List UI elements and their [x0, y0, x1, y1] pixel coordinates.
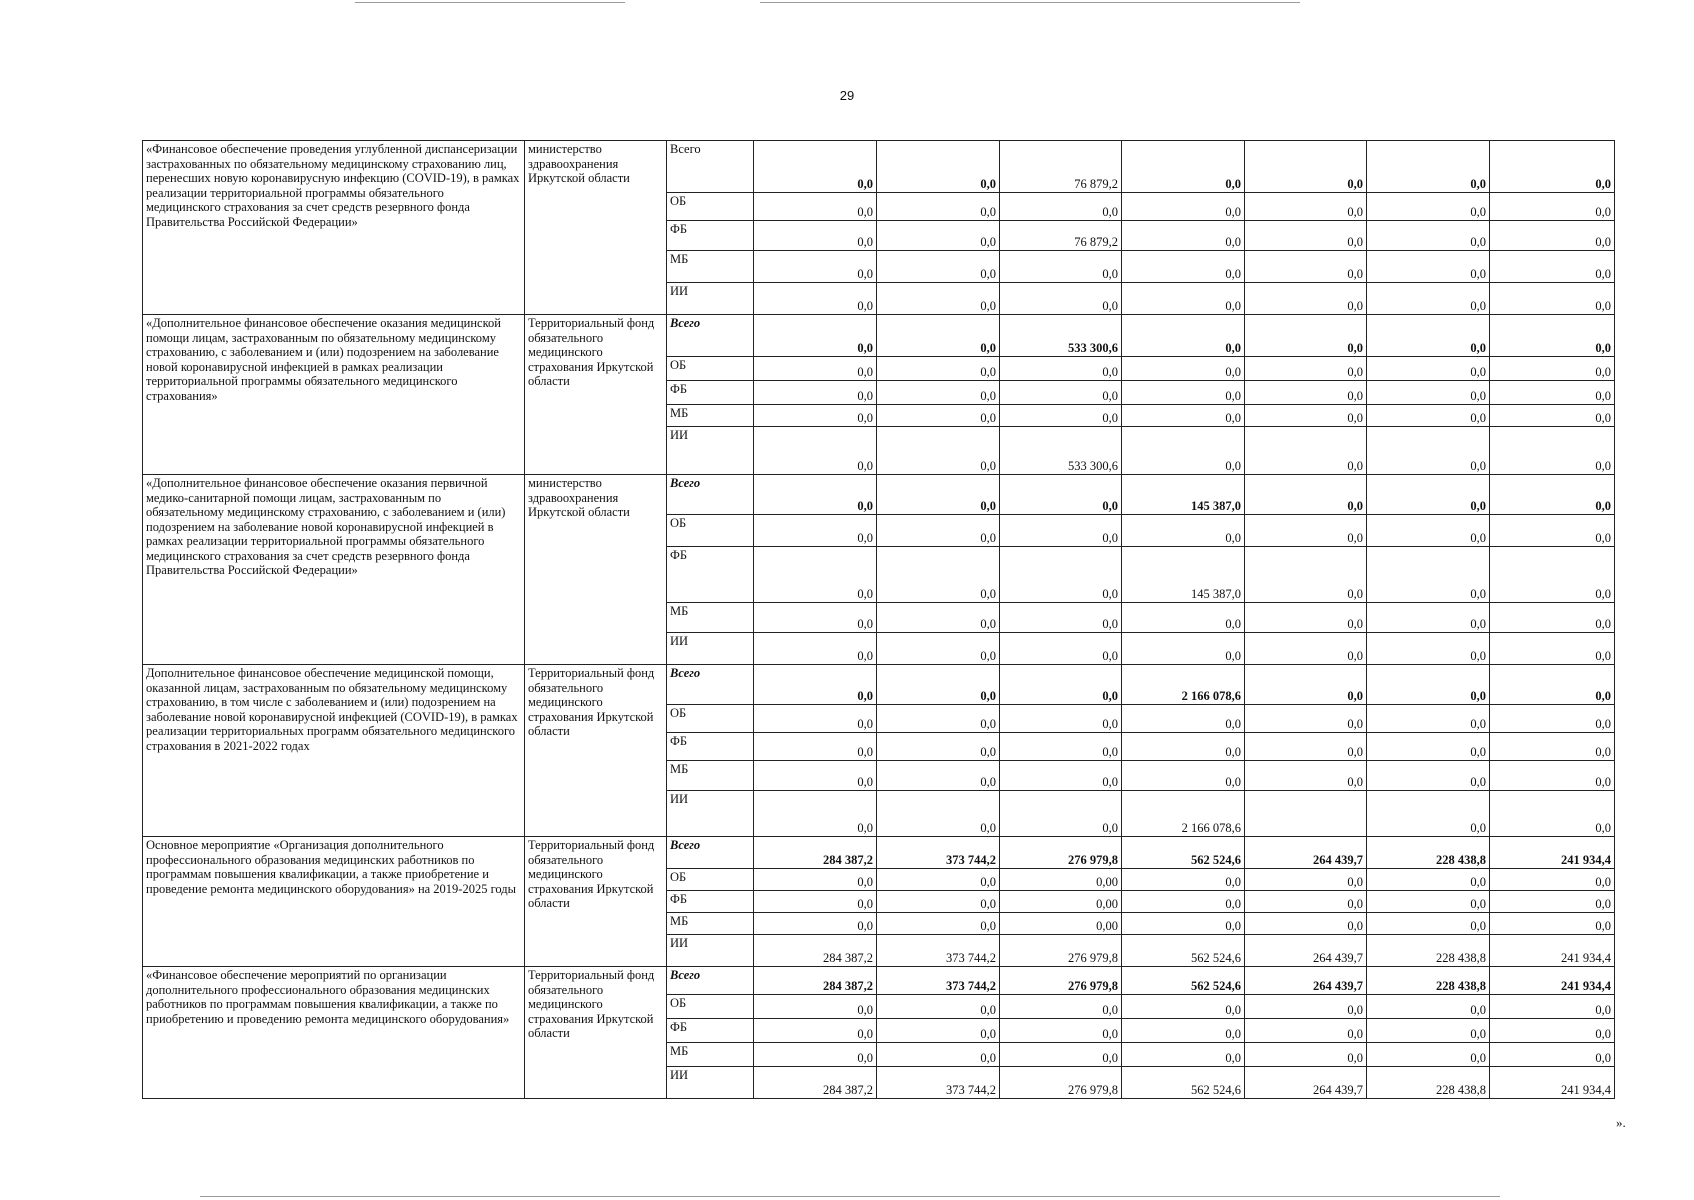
- amount-cell: 0,0: [1245, 1043, 1367, 1067]
- table-row: [143, 665, 1615, 705]
- amount-cell: 0,0: [1000, 733, 1122, 761]
- amount-cell: 0,0: [1122, 381, 1245, 405]
- amount-cell: 276 979,8: [1000, 967, 1122, 995]
- funding-source: ФБ: [667, 381, 754, 405]
- amount-cell: 0,0: [1490, 547, 1615, 603]
- amount-cell: 0,0: [1000, 193, 1122, 221]
- amount-cell: 228 438,8: [1367, 935, 1490, 967]
- amount-cell: 0,0: [1000, 791, 1122, 837]
- amount-cell: 0,0: [1367, 357, 1490, 381]
- funding-source: ФБ: [667, 221, 754, 251]
- amount-cell: 0,0: [754, 547, 877, 603]
- responsible-executor: Территориальный фонд обязательного медицинского страхования Иркутской области: [525, 967, 667, 1099]
- amount-cell: 0,0: [1245, 761, 1367, 791]
- funding-source: Всего: [667, 837, 754, 869]
- amount-cell: 0,0: [1490, 193, 1615, 221]
- amount-cell: 0,0: [877, 547, 1000, 603]
- amount-cell: 0,0: [1245, 603, 1367, 633]
- amount-cell: 0,0: [754, 705, 877, 733]
- amount-cell: 0,0: [877, 357, 1000, 381]
- amount-cell: 0,0: [1000, 995, 1122, 1019]
- amount-cell: 0,0: [1245, 193, 1367, 221]
- amount-cell: 0,00: [1000, 913, 1122, 935]
- amount-cell: 241 934,4: [1490, 1067, 1615, 1099]
- amount-cell: 373 744,2: [877, 837, 1000, 869]
- funding-source: Всего: [667, 315, 754, 357]
- funding-source: Всего: [667, 665, 754, 705]
- amount-cell: 0,0: [877, 315, 1000, 357]
- amount-cell: 0,0: [754, 515, 877, 547]
- amount-cell: 0,0: [1000, 603, 1122, 633]
- amount-cell: 0,0: [877, 995, 1000, 1019]
- funding-source: Всего: [667, 141, 754, 193]
- amount-cell: 276 979,8: [1000, 1067, 1122, 1099]
- amount-cell: 0,0: [1122, 315, 1245, 357]
- funding-source: ИИ: [667, 283, 754, 315]
- amount-cell: 0,0: [1367, 1043, 1490, 1067]
- amount-cell: 0,0: [754, 405, 877, 427]
- amount-cell: 373 744,2: [877, 967, 1000, 995]
- amount-cell: 0,0: [1367, 427, 1490, 475]
- amount-cell: 0,0: [754, 665, 877, 705]
- amount-cell: 562 524,6: [1122, 1067, 1245, 1099]
- amount-cell: 0,0: [877, 405, 1000, 427]
- amount-cell: 0,0: [754, 603, 877, 633]
- amount-cell: 373 744,2: [877, 935, 1000, 967]
- amount-cell: 0,0: [1490, 869, 1615, 891]
- funding-source: МБ: [667, 1043, 754, 1067]
- amount-cell: 0,0: [1000, 761, 1122, 791]
- amount-cell: 0,0: [1245, 733, 1367, 761]
- budget-table: [142, 140, 1615, 1099]
- funding-source: Всего: [667, 967, 754, 995]
- amount-cell: 0,0: [754, 791, 877, 837]
- amount-cell: 0,0: [1367, 221, 1490, 251]
- amount-cell: 0,0: [1122, 427, 1245, 475]
- amount-cell: 0,0: [1245, 357, 1367, 381]
- funding-source: ОБ: [667, 869, 754, 891]
- amount-cell: 0,0: [754, 283, 877, 315]
- funding-source: ФБ: [667, 733, 754, 761]
- amount-cell: 0,0: [1122, 1019, 1245, 1043]
- amount-cell: 0,0: [1245, 221, 1367, 251]
- amount-cell: 0,0: [877, 733, 1000, 761]
- amount-cell: 0,0: [1245, 141, 1367, 193]
- amount-cell: 145 387,0: [1122, 475, 1245, 515]
- amount-cell: 0,0: [754, 1019, 877, 1043]
- activity-description: Дополнительное финансовое обеспечение медицинской помощи, оказанной лицам, застрахованным по обязательному медицинскому страхованию, в том числе с заболеванием и (или) подозрением на заболевание новой коронавирусной инфекцией (COVID-19), в рамках реализации территориальных программ обязательного медицинского страхования в 2021-2022 годах: [143, 665, 525, 837]
- amount-cell: 264 439,7: [1245, 1067, 1367, 1099]
- amount-cell: 0,0: [1000, 357, 1122, 381]
- amount-cell: 0,0: [1367, 761, 1490, 791]
- amount-cell: 0,0: [1000, 405, 1122, 427]
- table-row: [143, 315, 1615, 357]
- amount-cell: 76 879,2: [1000, 221, 1122, 251]
- amount-cell: 264 439,7: [1245, 967, 1367, 995]
- amount-cell: 0,0: [1000, 283, 1122, 315]
- amount-cell: 0,0: [1245, 995, 1367, 1019]
- amount-cell: 0,0: [1122, 761, 1245, 791]
- table-row: [143, 141, 1615, 193]
- amount-cell: 0,0: [1367, 405, 1490, 427]
- funding-source: МБ: [667, 603, 754, 633]
- amount-cell: 0,0: [1122, 251, 1245, 283]
- amount-cell: 0,0: [1490, 705, 1615, 733]
- funding-source: ОБ: [667, 515, 754, 547]
- amount-cell: 264 439,7: [1245, 935, 1367, 967]
- amount-cell: 0,0: [1122, 1043, 1245, 1067]
- amount-cell: 0,0: [754, 891, 877, 913]
- amount-cell: 241 934,4: [1490, 967, 1615, 995]
- amount-cell: 284 387,2: [754, 935, 877, 967]
- activity-description: «Финансовое обеспечение проведения углубленной диспансеризации застрахованных по обязательному медицинскому страхованию лиц, перенесших новую коронавирусную инфекцию (COVID-19), в рамках реализации территориальной программы обязательного медицинского страхования за счет средств резервного фонда Правительства Российской Федерации»: [143, 141, 525, 315]
- amount-cell: 0,0: [1122, 913, 1245, 935]
- amount-cell: 0,0: [1367, 141, 1490, 193]
- amount-cell: 562 524,6: [1122, 967, 1245, 995]
- funding-source: ИИ: [667, 1067, 754, 1099]
- amount-cell: 533 300,6: [1000, 315, 1122, 357]
- amount-cell: 0,0: [1490, 381, 1615, 405]
- amount-cell: 0,0: [1122, 141, 1245, 193]
- amount-cell: 0,00: [1000, 891, 1122, 913]
- funding-source: МБ: [667, 913, 754, 935]
- amount-cell: 0,0: [1490, 891, 1615, 913]
- funding-source: МБ: [667, 251, 754, 283]
- amount-cell: 0,0: [754, 251, 877, 283]
- amount-cell: 0,0: [1000, 381, 1122, 405]
- amount-cell: 0,0: [877, 283, 1000, 315]
- amount-cell: 0,0: [754, 733, 877, 761]
- amount-cell: 0,0: [1122, 405, 1245, 427]
- amount-cell: 0,0: [877, 1043, 1000, 1067]
- amount-cell: 0,0: [754, 633, 877, 665]
- amount-cell: 145 387,0: [1122, 547, 1245, 603]
- amount-cell: 0,0: [1367, 913, 1490, 935]
- amount-cell: 0,0: [1367, 547, 1490, 603]
- responsible-executor: Территориальный фонд обязательного медицинского страхования Иркутской области: [525, 837, 667, 967]
- amount-cell: 0,0: [1490, 405, 1615, 427]
- amount-cell: 533 300,6: [1000, 427, 1122, 475]
- scan-line-bottom: [200, 1196, 1500, 1197]
- amount-cell: 0,0: [1490, 315, 1615, 357]
- amount-cell: 0,0: [1122, 603, 1245, 633]
- amount-cell: 0,0: [1245, 633, 1367, 665]
- amount-cell: 0,0: [1122, 733, 1245, 761]
- table-row: [143, 967, 1615, 995]
- amount-cell: 0,0: [1245, 315, 1367, 357]
- amount-cell: 0,0: [1490, 221, 1615, 251]
- funding-source: ФБ: [667, 547, 754, 603]
- amount-cell: 562 524,6: [1122, 837, 1245, 869]
- amount-cell: 0,0: [1245, 547, 1367, 603]
- funding-source: ОБ: [667, 357, 754, 381]
- amount-cell: 0,0: [1367, 603, 1490, 633]
- amount-cell: 0,0: [1122, 193, 1245, 221]
- amount-cell: 0,0: [1367, 869, 1490, 891]
- amount-cell: 284 387,2: [754, 1067, 877, 1099]
- amount-cell: 0,0: [1245, 381, 1367, 405]
- responsible-executor: Территориальный фонд обязательного медицинского страхования Иркутской области: [525, 315, 667, 475]
- amount-cell: 0,0: [1490, 1019, 1615, 1043]
- amount-cell: 0,0: [1122, 995, 1245, 1019]
- amount-cell: 284 387,2: [754, 967, 877, 995]
- amount-cell: 0,0: [877, 427, 1000, 475]
- amount-cell: 0,0: [877, 705, 1000, 733]
- amount-cell: 276 979,8: [1000, 935, 1122, 967]
- amount-cell: 0,0: [754, 913, 877, 935]
- amount-cell: [1245, 791, 1367, 837]
- amount-cell: 0,0: [1367, 315, 1490, 357]
- amount-cell: 0,0: [877, 1019, 1000, 1043]
- activity-description: «Дополнительное финансовое обеспечение оказания медицинской помощи лицам, застрахованным по обязательному медицинскому страхованию, с заболеванием и (или) подозрением на заболевание новой коронавирусной инфекцией в рамках реализации территориальной программы обязательного медицинского страхования»: [143, 315, 525, 475]
- amount-cell: 2 166 078,6: [1122, 665, 1245, 705]
- amount-cell: 0,0: [754, 193, 877, 221]
- scan-line-top-right: [760, 2, 1300, 3]
- responsible-executor: Территориальный фонд обязательного медицинского страхования Иркутской области: [525, 665, 667, 837]
- amount-cell: 0,00: [1000, 869, 1122, 891]
- amount-cell: 0,0: [1000, 547, 1122, 603]
- amount-cell: 0,0: [1367, 665, 1490, 705]
- amount-cell: 562 524,6: [1122, 935, 1245, 967]
- amount-cell: 0,0: [1490, 913, 1615, 935]
- funding-source: ФБ: [667, 1019, 754, 1043]
- responsible-executor: министерство здравоохранения Иркутской области: [525, 475, 667, 665]
- table-row: [143, 837, 1615, 869]
- amount-cell: 0,0: [1245, 665, 1367, 705]
- amount-cell: 0,0: [1122, 515, 1245, 547]
- amount-cell: 0,0: [754, 427, 877, 475]
- amount-cell: 0,0: [1122, 633, 1245, 665]
- amount-cell: 0,0: [1367, 705, 1490, 733]
- amount-cell: 0,0: [1367, 283, 1490, 315]
- amount-cell: 0,0: [1490, 791, 1615, 837]
- amount-cell: 0,0: [1490, 665, 1615, 705]
- amount-cell: 0,0: [754, 761, 877, 791]
- activity-description: «Дополнительное финансовое обеспечение оказания первичной медико-санитарной помощи лицам, застрахованным по обязательному медицинскому страхованию, с заболеванием и (или) подозрением на заболевание новой коронавирусной инфекцией в рамках реализации территориальной программы обязательного медицинского страхования за счет средств резервного фонда Правительства Российской Федерации»: [143, 475, 525, 665]
- amount-cell: 0,0: [1122, 705, 1245, 733]
- amount-cell: 0,0: [1367, 515, 1490, 547]
- amount-cell: 0,0: [1367, 251, 1490, 283]
- amount-cell: 0,0: [754, 995, 877, 1019]
- amount-cell: 0,0: [1000, 1043, 1122, 1067]
- amount-cell: 0,0: [1367, 733, 1490, 761]
- funding-source: ИИ: [667, 791, 754, 837]
- amount-cell: 0,0: [877, 891, 1000, 913]
- amount-cell: 0,0: [1490, 251, 1615, 283]
- funding-source: МБ: [667, 405, 754, 427]
- amount-cell: 0,0: [1490, 1043, 1615, 1067]
- amount-cell: 0,0: [754, 221, 877, 251]
- amount-cell: 0,0: [877, 475, 1000, 515]
- amount-cell: 0,0: [1367, 891, 1490, 913]
- amount-cell: 0,0: [1245, 515, 1367, 547]
- activity-description: «Финансовое обеспечение мероприятий по организации дополнительного профессионального образования медицинских работников по программам повышения квалификации, а также по приобретению и проведению ремонта медицинского оборудования»: [143, 967, 525, 1099]
- activity-description: Основное мероприятие «Организация дополнительного профессионального образования медицинских работников по программам повышения квалификации, а также приобретение и проведение ремонта медицинского оборудования» на 2019-2025 годы: [143, 837, 525, 967]
- amount-cell: 0,0: [1367, 791, 1490, 837]
- amount-cell: 0,0: [1490, 283, 1615, 315]
- amount-cell: 0,0: [877, 141, 1000, 193]
- amount-cell: 0,0: [877, 869, 1000, 891]
- amount-cell: 0,0: [1490, 761, 1615, 791]
- amount-cell: 228 438,8: [1367, 967, 1490, 995]
- amount-cell: 0,0: [754, 381, 877, 405]
- amount-cell: 0,0: [1122, 891, 1245, 913]
- amount-cell: 0,0: [1245, 1019, 1367, 1043]
- funding-source: ОБ: [667, 995, 754, 1019]
- amount-cell: 0,0: [1490, 733, 1615, 761]
- amount-cell: 0,0: [1000, 251, 1122, 283]
- amount-cell: 0,0: [1245, 891, 1367, 913]
- amount-cell: 0,0: [1367, 193, 1490, 221]
- funding-source: ИИ: [667, 935, 754, 967]
- amount-cell: 0,0: [877, 791, 1000, 837]
- amount-cell: 0,0: [1490, 427, 1615, 475]
- amount-cell: 0,0: [1245, 913, 1367, 935]
- amount-cell: 0,0: [877, 603, 1000, 633]
- amount-cell: 276 979,8: [1000, 837, 1122, 869]
- amount-cell: 0,0: [1000, 665, 1122, 705]
- amount-cell: 0,0: [1245, 475, 1367, 515]
- amount-cell: 0,0: [877, 251, 1000, 283]
- amount-cell: 264 439,7: [1245, 837, 1367, 869]
- amount-cell: 373 744,2: [877, 1067, 1000, 1099]
- amount-cell: 0,0: [1490, 515, 1615, 547]
- amount-cell: 0,0: [1245, 869, 1367, 891]
- amount-cell: 241 934,4: [1490, 935, 1615, 967]
- funding-source: ОБ: [667, 193, 754, 221]
- amount-cell: 0,0: [1367, 633, 1490, 665]
- amount-cell: 76 879,2: [1000, 141, 1122, 193]
- amount-cell: 0,0: [1245, 283, 1367, 315]
- amount-cell: 0,0: [754, 357, 877, 381]
- scan-line-top-left: [355, 2, 625, 3]
- funding-source: МБ: [667, 761, 754, 791]
- amount-cell: 0,0: [1367, 995, 1490, 1019]
- funding-source: ИИ: [667, 633, 754, 665]
- amount-cell: 0,0: [1122, 221, 1245, 251]
- amount-cell: 0,0: [1245, 705, 1367, 733]
- amount-cell: 0,0: [754, 315, 877, 357]
- amount-cell: 228 438,8: [1367, 1067, 1490, 1099]
- amount-cell: 0,0: [754, 141, 877, 193]
- page-number: 29: [839, 88, 855, 103]
- amount-cell: 0,0: [1000, 1019, 1122, 1043]
- amount-cell: 0,0: [1490, 475, 1615, 515]
- closing-quote: ».: [1616, 1115, 1626, 1130]
- amount-cell: 241 934,4: [1490, 837, 1615, 869]
- amount-cell: 0,0: [1122, 357, 1245, 381]
- funding-source: ОБ: [667, 705, 754, 733]
- funding-source: ИИ: [667, 427, 754, 475]
- amount-cell: 0,0: [1000, 705, 1122, 733]
- amount-cell: 0,0: [754, 475, 877, 515]
- amount-cell: 0,0: [1122, 283, 1245, 315]
- amount-cell: 0,0: [1490, 603, 1615, 633]
- amount-cell: 0,0: [1490, 633, 1615, 665]
- funding-source: ФБ: [667, 891, 754, 913]
- responsible-executor: министерство здравоохранения Иркутской области: [525, 141, 667, 315]
- amount-cell: 0,0: [754, 869, 877, 891]
- amount-cell: 0,0: [877, 913, 1000, 935]
- amount-cell: 0,0: [877, 761, 1000, 791]
- amount-cell: 0,0: [877, 665, 1000, 705]
- funding-source: Всего: [667, 475, 754, 515]
- amount-cell: 0,0: [754, 1043, 877, 1067]
- amount-cell: 0,0: [1367, 381, 1490, 405]
- amount-cell: 2 166 078,6: [1122, 791, 1245, 837]
- amount-cell: 0,0: [1245, 251, 1367, 283]
- amount-cell: 0,0: [1490, 995, 1615, 1019]
- amount-cell: 0,0: [877, 193, 1000, 221]
- amount-cell: 228 438,8: [1367, 837, 1490, 869]
- amount-cell: 0,0: [1490, 141, 1615, 193]
- amount-cell: 284 387,2: [754, 837, 877, 869]
- amount-cell: 0,0: [877, 381, 1000, 405]
- amount-cell: 0,0: [877, 221, 1000, 251]
- amount-cell: 0,0: [1367, 1019, 1490, 1043]
- amount-cell: 0,0: [1245, 405, 1367, 427]
- amount-cell: 0,0: [1000, 475, 1122, 515]
- amount-cell: 0,0: [1367, 475, 1490, 515]
- table-row: [143, 475, 1615, 515]
- amount-cell: 0,0: [1000, 515, 1122, 547]
- amount-cell: 0,0: [1245, 427, 1367, 475]
- amount-cell: 0,0: [877, 633, 1000, 665]
- amount-cell: 0,0: [1122, 869, 1245, 891]
- amount-cell: 0,0: [1490, 357, 1615, 381]
- amount-cell: 0,0: [877, 515, 1000, 547]
- amount-cell: 0,0: [1000, 633, 1122, 665]
